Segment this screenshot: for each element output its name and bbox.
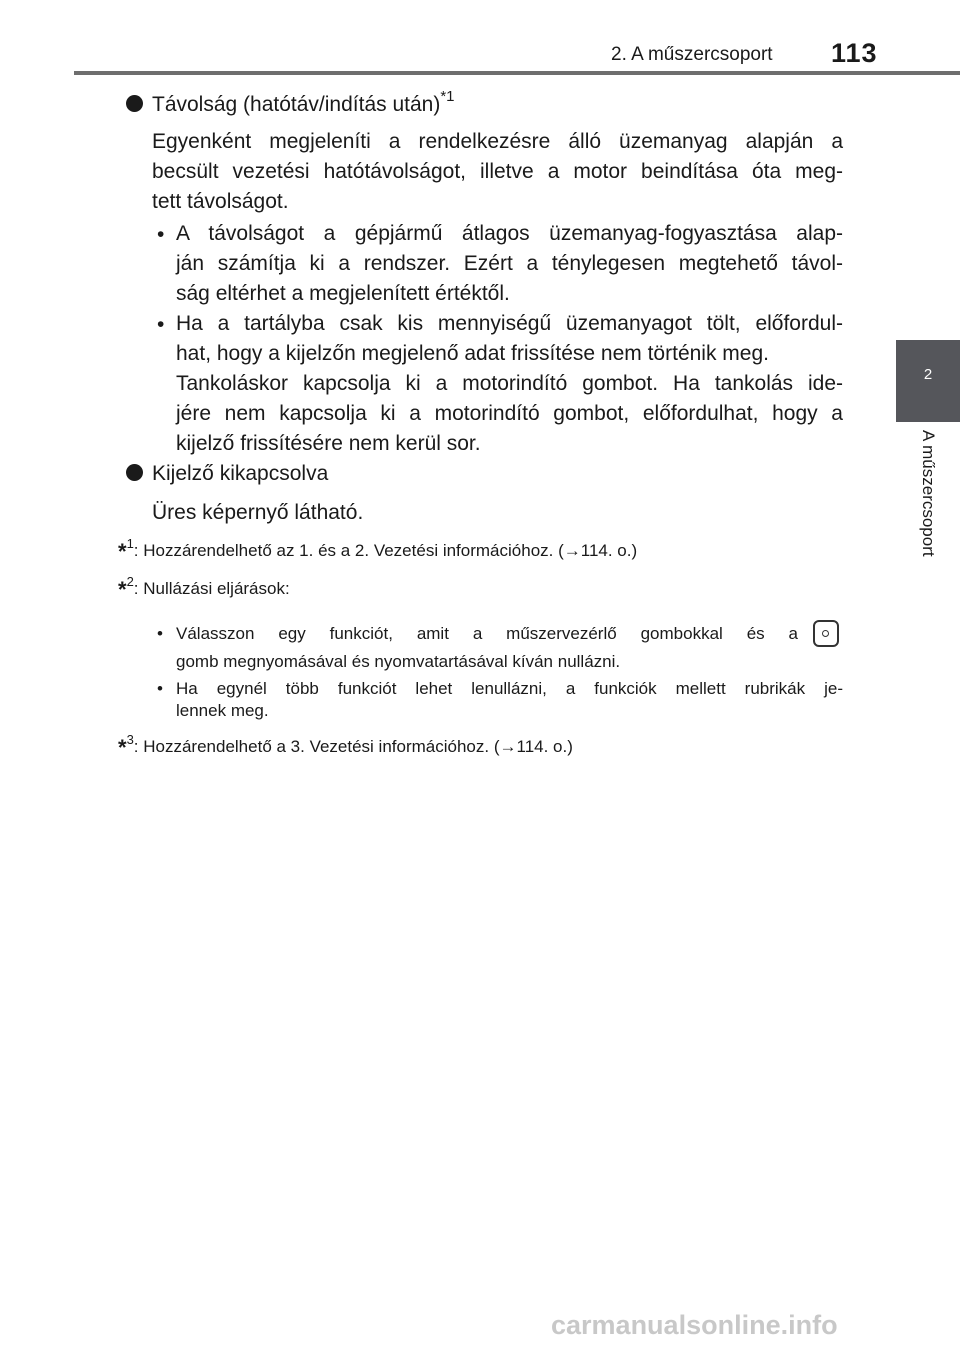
bullet-dot-icon bbox=[126, 95, 143, 112]
header-divider bbox=[74, 71, 960, 75]
footnote-text: : Nullázási eljárások: bbox=[133, 579, 290, 598]
page-number: 113 bbox=[831, 38, 878, 68]
distance-bullet2-line: jére nem kapcsolja ki a motorindító gombot, előfordulhat, hogy a bbox=[176, 402, 843, 425]
footnote-star: * bbox=[118, 539, 127, 564]
meter-control-button-icon bbox=[813, 620, 839, 647]
list-bullet: • bbox=[157, 624, 163, 643]
chapter-tab[interactable] bbox=[896, 340, 960, 422]
distance-para-line: tett távolságot. bbox=[152, 190, 289, 213]
watermark: carmanualsonline.info bbox=[551, 1310, 838, 1340]
chapter-tab-label-text: A műszercsoport bbox=[919, 430, 938, 557]
section-title: 2. A műszercsoport bbox=[611, 44, 773, 65]
distance-bullet2-line: hat, hogy a kijelzőn megjelenő adat frissítése nem történik meg. bbox=[176, 342, 769, 365]
button-dot-icon bbox=[822, 630, 829, 637]
chapter-tab-number: 2 bbox=[923, 366, 933, 383]
footnote-3 bbox=[118, 732, 573, 761]
reset-step-line: lennek meg. bbox=[176, 701, 269, 720]
footnote-2 bbox=[118, 574, 290, 603]
distance-para-line: becsült vezetési hatótávolságot, illetve a motor beindítása óta meg- bbox=[152, 160, 843, 183]
distance-bullet1-line: A távolságot a gépjármű átlagos üzemanyag-fogyasztása alap- bbox=[176, 222, 843, 245]
footnote-star: * bbox=[118, 577, 127, 602]
footnote-number: 2 bbox=[126, 574, 134, 589]
footnote-1 bbox=[118, 536, 637, 565]
chapter-tab-label bbox=[896, 430, 960, 590]
distance-bullet1-line: ság eltérhet a megjelenített értéktől. bbox=[176, 282, 510, 305]
distance-bullet2-line: Tankoláskor kapcsolja ki a motorindító gombot. Ha tankolás ide- bbox=[176, 372, 843, 395]
footnote-text: : Hozzárendelhető az 1. és a 2. Vezetési információhoz. (→114. o.) bbox=[133, 541, 638, 560]
display-off-text: Üres képernyő látható. bbox=[152, 501, 364, 524]
distance-bullet2-line: Ha a tartályba csak kis mennyiségű üzemanyagot tölt, előfordul- bbox=[176, 312, 843, 335]
footnote-text: : Hozzárendelhető a 3. Vezetési információhoz. (→114. o.) bbox=[133, 737, 573, 756]
list-bullet: • bbox=[157, 223, 165, 246]
distance-heading-text: Távolság (hatótáv/indítás után) bbox=[152, 93, 441, 116]
bullet-dot-icon bbox=[126, 464, 143, 481]
reset-step-line: Ha egynél több funkciót lehet lenullázni, a funkciók mellett rubrikák je- bbox=[176, 679, 843, 698]
reset-step-line: gomb megnyomásával és nyomvatartásával kíván nullázni. bbox=[176, 652, 621, 671]
distance-bullet2-line: kijelző frissítésére nem kerül sor. bbox=[176, 432, 481, 455]
footnote-star: * bbox=[118, 735, 127, 760]
distance-heading bbox=[126, 88, 455, 117]
list-bullet: • bbox=[157, 313, 165, 336]
distance-para-line: Egyenként megjeleníti a rendelkezésre álló üzemanyag alapján a bbox=[152, 130, 843, 153]
reset-step-line: Válasszon egy funkciót, amit a műszervezérlő gombokkal és a bbox=[176, 624, 798, 643]
footnote-number: 1 bbox=[126, 536, 134, 551]
distance-bullet1-line: ján számítja ki a rendszer. Ezért a ténylegesen megtehető távol- bbox=[176, 252, 843, 275]
display-off-heading bbox=[126, 462, 328, 486]
display-off-heading-text: Kijelző kikapcsolva bbox=[152, 462, 329, 485]
footnote-number: 3 bbox=[126, 732, 134, 747]
footnote-ref-1: *1 bbox=[440, 88, 455, 105]
list-bullet: • bbox=[157, 679, 163, 698]
